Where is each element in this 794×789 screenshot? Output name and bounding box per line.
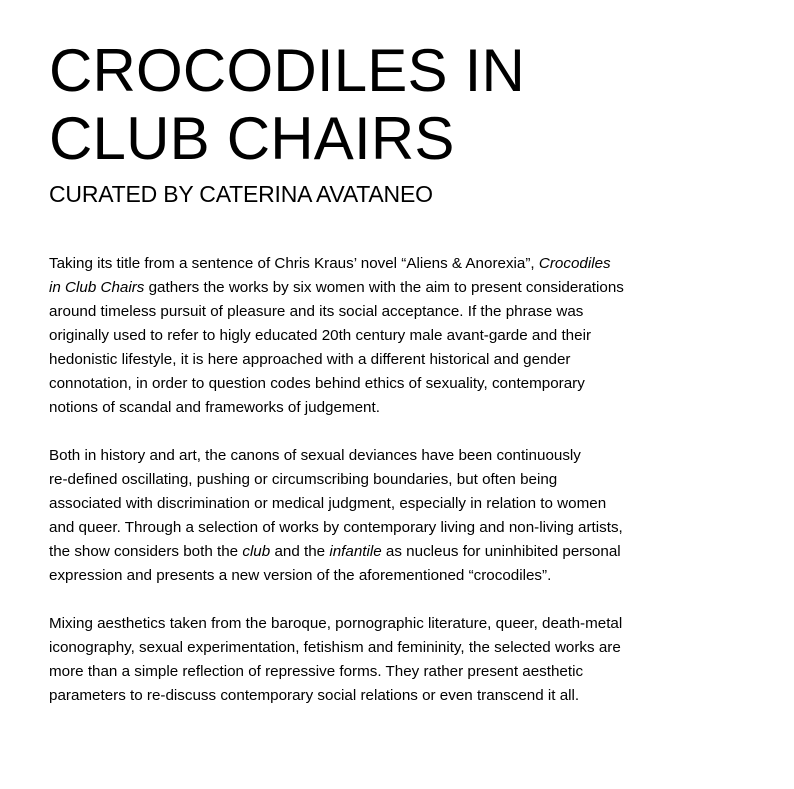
- document-page: [49, 37, 689, 732]
- text-line: Taking its title from a sentence of Chris Kraus’ novel “Aliens & Anorexia”, Crocodiles: [49, 255, 611, 272]
- italic-title: Crocodiles: [538, 255, 611, 272]
- text-line: Both in history and art, the canons of sexual deviances have been continuously: [49, 447, 581, 464]
- text-line: parameters to re-discuss contemporary social relations or even transcend it all.: [49, 687, 580, 704]
- text-line: hedonistic lifestyle, it is here approached with a different historical and gender: [49, 351, 571, 368]
- text-line: in Club Chairs gathers the works by six women with the aim to present considerations: [49, 279, 624, 296]
- text-line: associated with discrimination or medical judgment, especially in relation to women: [49, 495, 607, 512]
- paragraph-3: [49, 612, 689, 708]
- paragraph-1: [49, 252, 689, 420]
- page-title: [49, 37, 689, 173]
- text-line: and queer. Through a selection of works by contemporary living and non-living artists,: [49, 519, 623, 536]
- text-line: iconography, sexual experimentation, fetishism and femininity, the selected works are: [49, 639, 621, 656]
- italic-title: in Club Chairs: [49, 279, 145, 296]
- text-line: expression and presents a new version of the aforementioned “crocodiles”.: [49, 567, 552, 584]
- text-line: the show considers both the club and the infantile as nucleus for uninhibited personal: [49, 543, 621, 560]
- text-line: re-defined oscillating, pushing or circumscribing boundaries, but often being: [49, 471, 558, 488]
- text-line: around timeless pursuit of pleasure and its social acceptance. If the phrase was: [49, 303, 584, 320]
- italic-word: club: [242, 543, 271, 560]
- curator-subtitle: CURATED BY CATERINA AVATANEO: [49, 181, 433, 207]
- title-line-2: CLUB CHAIRS: [49, 105, 455, 172]
- text-line: Mixing aesthetics taken from the baroque, pornographic literature, queer, death-metal: [49, 615, 623, 632]
- italic-word: infantile: [329, 543, 382, 560]
- text-line: originally used to refer to higly educated 20th century male avant-garde and their: [49, 327, 592, 344]
- paragraph-2: [49, 444, 689, 588]
- text-line: more than a simple reflection of repressive forms. They rather present aesthetic: [49, 663, 584, 680]
- text-line: connotation, in order to question codes behind ethics of sexuality, contemporary: [49, 375, 585, 392]
- title-line-1: CROCODILES IN: [49, 37, 526, 104]
- text-line: notions of scandal and frameworks of judgement.: [49, 399, 380, 416]
- exhibition-text: [49, 252, 689, 708]
